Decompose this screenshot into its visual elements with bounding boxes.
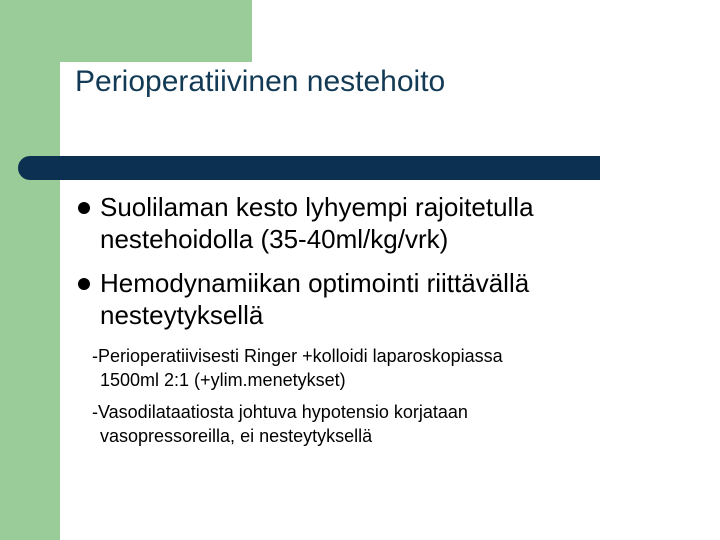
bullet-line-1: Suolilaman kesto lyhyempi rajoitetulla <box>100 192 534 222</box>
bullet-item-hemodynamics <box>78 267 678 331</box>
bullet-line-2: nestehoidolla (35-40ml/kg/vrk) <box>100 224 449 254</box>
slide-title: Perioperatiivinen nestehoito <box>75 65 446 98</box>
decorative-green-bar-left <box>0 0 60 540</box>
title-divider-bar <box>18 156 600 180</box>
note-line-1: -Perioperatiivisesti Ringer +kolloidi laparoskopiassa <box>92 346 503 366</box>
bullet-item-bowel <box>78 191 678 255</box>
note-ringer-colloid <box>92 344 692 392</box>
bullet-line-2: nesteytyksellä <box>100 300 264 330</box>
note-vasodilatation <box>92 400 692 448</box>
bullet-dot-icon <box>78 278 90 290</box>
note-line-2: vasopressoreilla, ei nesteytyksellä <box>100 426 373 446</box>
note-line-1: -Vasodilataatiosta johtuva hypotensio korjataan <box>92 402 468 422</box>
bullet-dot-icon <box>78 202 90 214</box>
bullet-line-1: Hemodynamiikan optimointi riittävällä <box>100 268 530 298</box>
note-line-2: 1500ml 2:1 (+ylim.menetykset) <box>100 370 346 390</box>
